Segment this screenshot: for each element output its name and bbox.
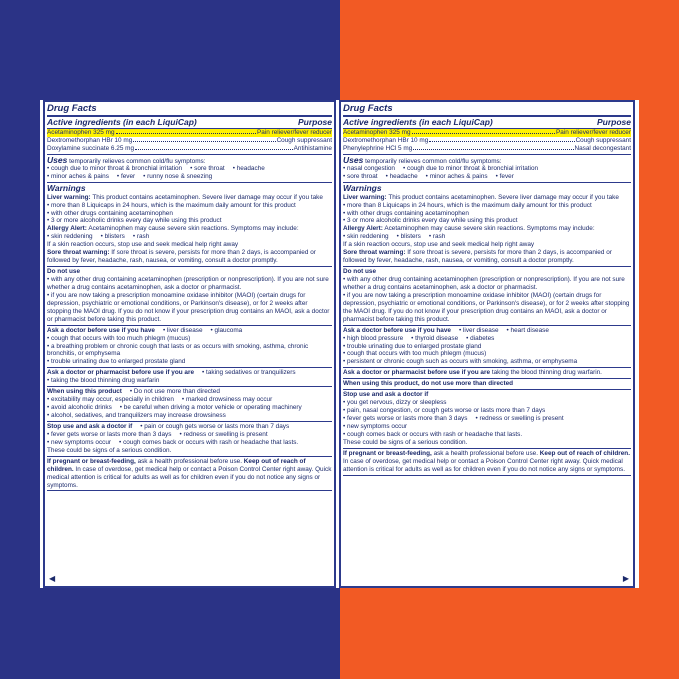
arrow-left-icon: ◀ — [49, 574, 56, 584]
do-not-use-title: Do not use — [47, 268, 81, 276]
uses-section: Uses temporarily relieves common cold/flu symptoms: • nasal congestion • cough due to minor throat & bronchial irritation • sore throat • headache • minor aches & pains • fever — [343, 155, 631, 184]
pregnancy-section: If pregnant or breast-feeding, ask a health professional before use. Keep out of reach of children. In case of overdose, get medical help or contact a Poison Control Center right away. Quick medical attention is critical for adults as well as for children even if you do not notice any signs or symptoms. — [47, 457, 332, 492]
active-ingredients-section — [343, 117, 631, 155]
ask-doctor-section: Ask a doctor before use if you have • liver disease • heart disease • high blood pressure • thyroid disease • diabetes • trouble urinating due to enlarged prostate gland • cough that occurs with too much phlegm (mucus) • persistent or chronic cough such as occurs with smoking, asthma, or emphysema — [343, 326, 631, 369]
when-using-section: When using this product, do not use more than directed — [343, 379, 631, 390]
pregnancy-section: If pregnant or breast-feeding, ask a health professional before use. Keep out of reach of children. In case of overdose, get medical help or contact a Poison Control Center right away. Quick medical attention is critical for adults as well as for children even if you do not notice any signs or symptoms. — [343, 449, 631, 476]
ingredient-row: Dextromethorphan HBr 10 mg Cough suppressant — [343, 136, 631, 144]
ingredient-row: Acetaminophen 325 mg Pain reliever/fever reducer — [47, 128, 332, 136]
drug-facts-panel-left — [43, 100, 336, 588]
purpose-heading: Purpose — [297, 116, 332, 127]
ask-doctor-section: Ask a doctor before use if you have • liver disease • glaucoma • cough that occurs with too much phlegm (mucus) • a breathing problem or chronic cough that lasts or as occurs with smoking, asthma, chronic bronchitis, or emphysema • trouble urinating due to enlarged prostate gland — [47, 326, 332, 369]
ask-pharmacist-section: Ask a doctor or pharmacist before use if you are • taking sedatives or tranquilizers • taking the blood thinning drug warfarin — [47, 368, 332, 387]
panel-title: Drug Facts — [343, 104, 631, 117]
warnings-section: Warnings Liver warning: This product contains acetaminophen. Severe liver damage may occur if you take • more than 8 Liquicaps in 24 hours, which is the maximum daily amount for this product • with other drugs containing acetaminophen • 3 or more alcoholic drinks every day while using this product Allergy Alert: Acetaminophen may cause severe skin reactions. Symptoms may include: • skin reddening • blisters • rash If a skin reaction occurs, stop use and seek medical help right away Sore throat warning: If sore throat is severe, persists for more than 2 days, is accompanied or followed by fever, headache, rash, nausea, or vomiting, consult a doctor promptly. — [343, 183, 631, 267]
uses-section: Uses temporarily relieves common cold/flu symptoms: • cough due to minor throat & bronchial irritation • sore throat • headache • minor aches & pains • fever • runny nose & sneezing — [47, 155, 332, 184]
active-ingredients-heading: Active ingredients (in each LiquiCap) — [47, 116, 197, 127]
ingredient-row: Dextromethorphan HBr 10 mg Cough suppressant — [47, 136, 332, 144]
stop-use-section: Stop use and ask a doctor if • pain or cough gets worse or lasts more than 7 days • fever gets worse or lasts more than 3 days • redness or swelling is present • new symptoms occur • cough comes back or occurs with rash or headache that lasts. These could be signs of a serious condition. — [47, 422, 332, 457]
ingredient-row: Phenylephrine HCl 5 mg Nasal decongestant — [343, 144, 631, 152]
panel-title: Drug Facts — [47, 104, 332, 117]
warnings-title: Warnings — [343, 183, 382, 194]
uses-title: Uses — [343, 154, 364, 165]
arrow-right-icon: ▶ — [622, 574, 629, 584]
active-ingredients-heading: Active ingredients (in each LiquiCap) — [343, 116, 493, 127]
purpose-heading: Purpose — [596, 116, 631, 127]
stop-use-section: Stop use and ask a doctor if • you get nervous, dizzy or sleepless • pain, nasal congestion, or cough gets worse or lasts more than 7 days • fever gets worse or lasts more than 3 days • redness or swelling is present • new symptoms occur • cough comes back or occurs with rash or headache that lasts. These could be signs of a serious condition. — [343, 390, 631, 449]
active-ingredients-section — [47, 117, 332, 155]
uses-title: Uses — [47, 154, 68, 165]
ingredient-row: Doxylamine succinate 6.25 mg Antihistamine — [47, 144, 332, 152]
ingredient-row: Acetaminophen 325 mg Pain reliever/fever reducer — [343, 128, 631, 136]
drug-facts-label — [40, 100, 639, 588]
do-not-use-section: Do not use • with any other drug containing acetaminophen (prescription or nonprescription). If you are not sure whether a drug contains acetaminophen, ask a doctor or pharmacist. • if you are now taking a prescription monoamine oxidase inhibitor (MAOI) (certain drugs for depression, psychiatric or emotional conditions, or Parkinson's disease), or for 2 weeks after stopping the MAOI drug. If you do not know if your prescription drug contains an MAOI, ask a doctor or pharmacist before taking this product. — [343, 267, 631, 326]
warnings-title: Warnings — [47, 183, 86, 194]
ask-pharmacist-section: Ask a doctor or pharmacist before use if you are taking the blood thinning drug warfarin. — [343, 368, 631, 379]
drug-facts-panel-right — [339, 100, 635, 588]
when-using-section: When using this product • Do not use more than directed • excitability may occur, especially in children • marked drowsiness may occur • avoid alcoholic drinks • be careful when driving a motor vehicle or operating machinery • alcohol, sedatives, and tranquilizers may increase drowsiness — [47, 387, 332, 422]
do-not-use-section: Do not use • with any other drug containing acetaminophen (prescription or nonprescription). If you are not sure whether a drug contains acetaminophen, ask a doctor or pharmacist. • if you are now taking a prescription monoamine oxidase inhibitor (MAOI) (certain drugs for depression, psychiatric or emotional conditions, or Parkinson's disease), or for 2 weeks after stopping the MAOI drug. If you do not know if your prescription drug contains an MAOI, ask a doctor or pharmacist before taking this product. — [47, 267, 332, 326]
do-not-use-title: Do not use — [343, 268, 377, 276]
warnings-section: Warnings Liver warning: This product contains acetaminophen. Severe liver damage may occur if you take • more than 8 Liquicaps in 24 hours, which is the maximum daily amount for this product • with other drugs containing acetaminophen • 3 or more alcoholic drinks every day while using this product Allergy Alert: Acetaminophen may cause severe skin reactions. Symptoms may include: • skin reddening • blisters • rash If a skin reaction occurs, stop use and seek medical help right away Sore throat warning: If sore throat is severe, persists for more than 2 days, is accompanied or followed by fever, headache, rash, nausea, or vomiting, consult a doctor promptly. — [47, 183, 332, 267]
